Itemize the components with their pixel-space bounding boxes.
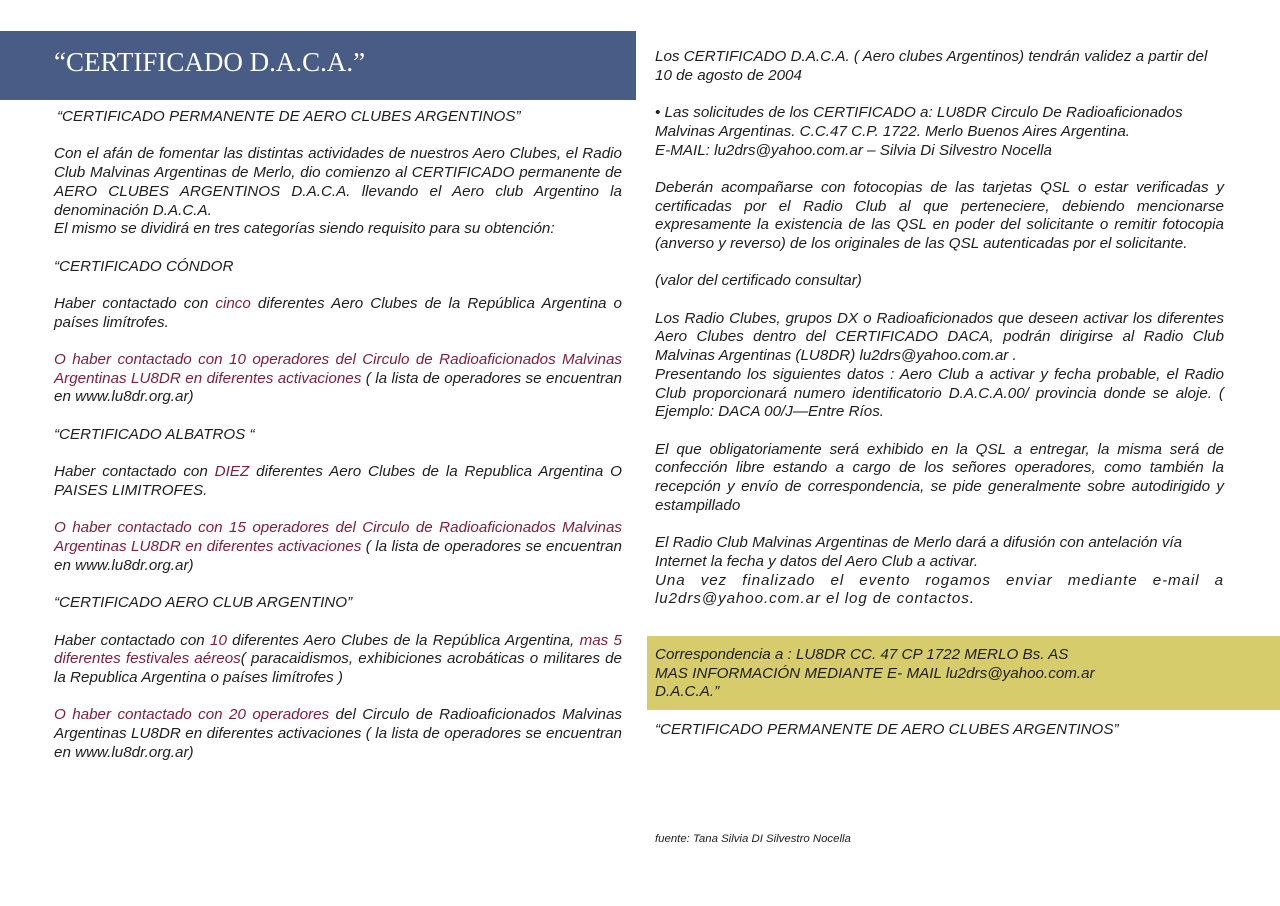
email-line: E-MAIL: lu2drs@yahoo.com.ar – Silvia Di Silvestro Nocella [655, 141, 1052, 159]
finish-paragraph: Una vez finalizado el evento rogamos enviar mediante e-mail a lu2drs@yahoo.com.ar el log de contactos. [655, 571, 1224, 608]
correspondence-address: Correspondencia a : LU8DR CC. 47 CP 1722 MERLO Bs. AS [655, 646, 1069, 663]
subtitle-heading: “CERTIFICADO PERMANENTE DE AERO CLUBES ARGENTINOS” [57, 108, 521, 125]
aero-club-requirement: Haber contactado con 10 diferentes Aero Clubes de la República Argentina, mas 5 diferentes festivales aéreos( paracaidismos, exhibiciones acrobáticas o militares de la Republica Argentina o países limítrofes ) [54, 631, 622, 686]
qsl-free-paragraph: El que obligatoriamente será exhibido en la QSL a entregar, la misma será de confección libre estando a cargo de los señores operadores, como también la recepción y envío de correspondencia, se pide generalmente sobre autodirigido y estampillado [655, 440, 1224, 514]
validity-paragraph: Los CERTIFICADO D.A.C.A. ( Aero clubes Argentinos) tendrán validez a partir del 10 de agosto de 2004 [655, 48, 1208, 84]
requests-paragraph: • Las solicitudes de los CERTIFICADO a: LU8DR Circulo De Radioaficionados Malvinas Argentinas. C.C.47 C.P. 1722. Merlo Buenos Aires Argentina. [655, 104, 1183, 140]
intro-paragraph: Con el afán de fomentar las distintas actividades de nuestros Aero Clubes, el Radio Club Malvinas Argentinas de Merlo, dio comienzo al CERTIFICADO permanente de AERO CLUBES ARGENTINOS D.A.C.A. llevando el Aero club Argentino la denominación D.A.C.A. [54, 145, 622, 219]
activation-data-paragraph: Presentando los siguientes datos : Aero Club a activar y fecha probable, el Radio Club proporcionará numero identificatorio D.A.C.A.00/ provincia donde se aloje. ( Ejemplo: DACA 00/J—Entre Ríos. [655, 365, 1224, 421]
more-info-line: MAS INFORMACIÓN MEDIANTE E- MAIL lu2drs@yahoo.com.ar [655, 664, 1095, 682]
activation-paragraph: Los Radio Clubes, grupos DX o Radioaficionados que deseen activar los diferentes Aero Clubes dentro del CERTIFICADO DACA, podrán dirigirse al Radio Club Malvinas Argentinas (LU8DR) lu2drs@yahoo.com.ar . [655, 309, 1224, 365]
page-title: “CERTIFICADO D.A.C.A.” [54, 47, 366, 77]
aero-club-heading: “CERTIFICADO AERO CLUB ARGENTINO” [54, 594, 353, 612]
correspondence-box [647, 636, 1280, 710]
source-credit: fuente: Tana Silvia DI Silvestro Nocella [655, 833, 851, 845]
footer-heading: “CERTIFICADO PERMANENTE DE AERO CLUBES ARGENTINOS” [655, 721, 1119, 738]
aero-club-alternative: O haber contactado con 20 operadores del Circulo de Radioaficionados Malvinas Argentinas LU8DR en diferentes activaciones ( la lista de operadores se encuentran en www.lu8dr.org.ar) [54, 706, 622, 761]
albatros-heading: “CERTIFICADO ALBATROS “ [54, 425, 255, 443]
price-note: (valor del certificado consultar) [655, 272, 862, 290]
right-column [655, 48, 1224, 609]
albatros-alternative: O haber contactado con 15 operadores del Circulo de Radioaficionados Malvinas Argentinas LU8DR en diferentes activaciones ( la lista de operadores se encuentran en www.lu8dr.org.ar) [54, 519, 622, 574]
condor-heading: “CERTIFICADO CÓNDOR [54, 257, 234, 275]
daca-line: D.A.C.A.” [655, 683, 720, 701]
albatros-requirement: Haber contactado con DIEZ diferentes Aero Clubes de la Republica Argentina O PAISES LIMITROFES. [54, 463, 622, 499]
condor-alternative: O haber contactado con 10 operadores del Circulo de Radioaficionados Malvinas Argentinas LU8DR en diferentes activaciones ( la lista de operadores se encuentran en www.lu8dr.org.ar) [54, 351, 622, 406]
qsl-paragraph: Deberán acompañarse con fotocopias de las tarjetas QSL o estar verificadas y certificadas por el Radio Club al que perteneciere, debiendo mencionarse expresamente la existencia de las QSL en poder del solicitante o remitir fotocopia (anverso y reverso) de los originales de las QSL autenticadas por el solicitante. [655, 178, 1224, 252]
left-column [54, 108, 622, 781]
intro-requirement: El mismo se dividirá en tres categorías siendo requisito para su obtención: [54, 220, 555, 238]
title-banner [0, 31, 636, 100]
diffusion-paragraph: El Radio Club Malvinas Argentinas de Merlo dará a difusión con antelación vía Internet la fecha y datos del Aero Club a activar. [655, 534, 1183, 570]
condor-requirement: Haber contactado con cinco diferentes Aero Clubes de la República Argentina o países limítrofes. [54, 294, 622, 331]
